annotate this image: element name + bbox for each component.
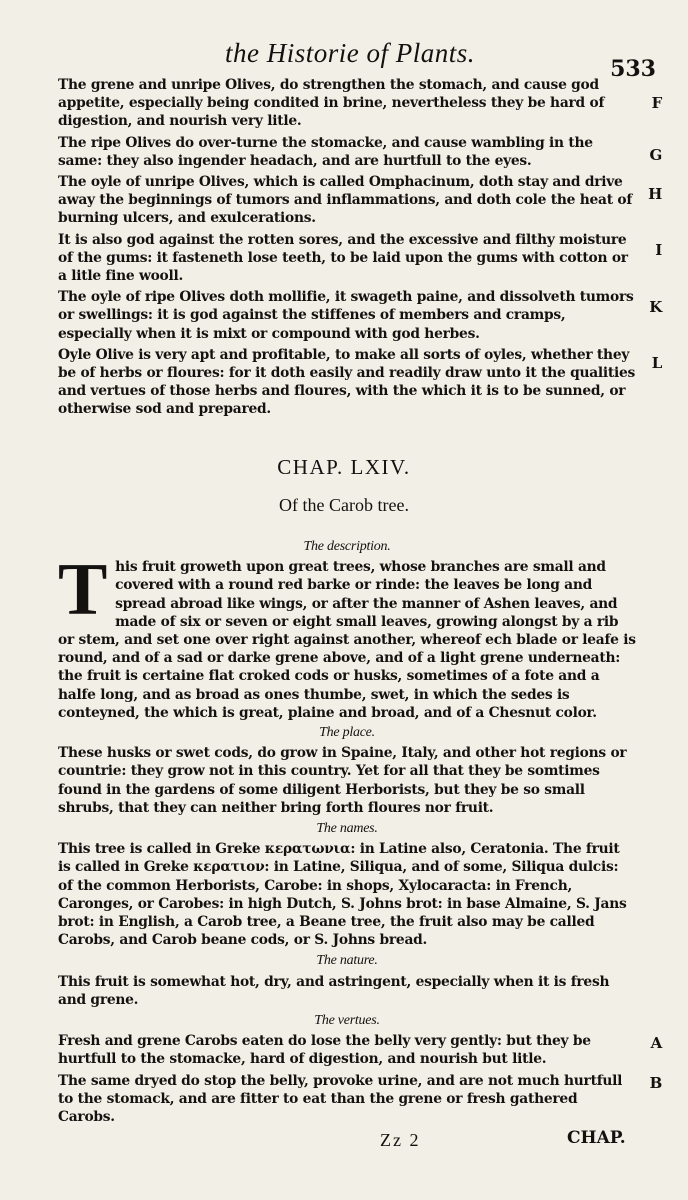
vertues-paragraph-b	[58, 1072, 662, 1127]
margin-letter: L	[651, 353, 662, 372]
paragraph-text: The grene and unripe Olives, do strengthen the stomach, and cause god appetite, especially being condited in brine, nevertheless they be hard of digestion, and nourish very litle.	[58, 77, 605, 130]
margin-letter: I	[655, 240, 662, 259]
margin-letter: H	[648, 185, 662, 204]
paragraph-rotten-sores	[58, 231, 662, 286]
margin-letter: K	[649, 298, 662, 317]
paragraph-text: It is also god against the rotten sores, and the excessive and filthy moisture of the gums: it fasteneth lose teeth, to be laid upon the gums with cotton or a litle fine wooll.	[58, 231, 628, 285]
nature-paragraph: This fruit is somewhat hot, dry, and astringent, especially when it is fresh and grene.	[58, 973, 610, 1008]
section-title-nature: The nature.	[316, 953, 378, 969]
section-title-names: The names.	[316, 821, 378, 837]
paragraph-omphacinum	[58, 173, 662, 228]
paragraph-green-olives	[58, 76, 662, 131]
paragraph-text: Oyle Olive is very apt and profitable, to make all sorts of oyles, whether they be of herbs or floures: for it doth easily and readily draw unto it the qualities and vertues of those herbs and floures, with the which it is to be sunned, or otherwise sod and prepared.	[58, 346, 636, 418]
upper-text-block	[58, 76, 662, 422]
paragraph-text: The oyle of ripe Olives doth mollifie, it swageth paine, and dissolveth tumors or swellings: it is god against the stiffenes of members and cramps, especially when it is mixt or compound with god herbes.	[58, 289, 634, 342]
signature-mark: Zz 2	[380, 1130, 421, 1150]
vertues-paragraph-a	[58, 1032, 662, 1068]
chapter-subtitle: Of the Carob tree.	[279, 495, 409, 515]
page-number: 533	[610, 56, 656, 82]
paragraph-text: The same dryed do stop the belly, provoke urine, and are not much hurtfull to the stomack, and are fitter to eat than the grene or fresh gathered Carobs.	[58, 1072, 623, 1126]
paragraph-text: Fresh and grene Carobs eaten do lose the belly very gently: but they be hurtfull to the stomacke, hard of digestion, and nourish but litle.	[58, 1033, 591, 1068]
margin-letter: G	[649, 145, 662, 164]
margin-letter: B	[649, 1073, 662, 1092]
paragraph-text: The ripe Olives do over-turne the stomacke, and cause wambling in the same: they also ingender headach, and are hurtfull to the eyes.	[58, 134, 593, 169]
names-paragraph: This tree is called in Greke κερατωνια: in Latine also, Ceratonia. The fruit is called in Greke κερατιον: in Latine, Siliqua, and of some, Siliqua dulcis: of the common Herborists, Carobe: in shops, Xylocaracta: in French, Caronges, or Carobes: in high Dutch, S. Johns brot: in base Almaine, S. Jans brot: in English, a Carob tree, a Beane tree, the fruit also may be called Carobs, and Carob beane cods, or S. Johns bread.	[58, 841, 627, 949]
description-paragraph	[58, 549, 636, 722]
paragraph-ripe-oyle	[58, 288, 662, 343]
paragraph-ripe-olives	[58, 134, 662, 170]
section-title-vertues: The vertues.	[314, 1013, 380, 1029]
paragraph-oyle-olive	[58, 346, 662, 419]
carob-text-block	[58, 536, 662, 1129]
catchword: CHAP.	[567, 1128, 626, 1148]
place-paragraph: These husks or swet cods, do grow in Spaine, Italy, and other hot regions or countrie: they grow not in this country. Yet for all that they be somtimes found in the gardens of some diligent Herborists, but they be so small shrubs, that they can neither bring forth floures nor fruit.	[58, 745, 627, 816]
description-text: his fruit groweth upon great trees, whose branches are small and covered with a round red barke or rinde: the leaves be long and spread abroad like wings, or after the manner of Ashen leaves, and made of six or seven or eight small leaves, growing alongst by a rib or stem, and set one over right against another, whereof ech blade or leafe is round, and of a sad or darke grene above, and of a light grene underneath: the fruit is certaine flat croked cods or husks, sometimes of a fote and a halfe long, and as broad as ones thumbe, swet, in which the sedes is conteyned, the which is great, plaine and broad, and of a Chesnut color.	[58, 559, 636, 721]
section-title-description: The description.	[303, 539, 391, 554]
chapter-heading: CHAP. LXIV.	[277, 455, 411, 479]
drop-cap: T	[58, 549, 108, 632]
running-title: the Historie of Plants.	[225, 38, 475, 68]
margin-letter: A	[650, 1034, 662, 1053]
margin-letter: F	[651, 94, 662, 112]
section-title-place: The place.	[319, 725, 375, 741]
paragraph-text: The oyle of unripe Olives, which is called Omphacinum, doth stay and drive away the beginnings of tumors and inflammations, and doth cole the heat of burning ulcers, and exulcerations.	[58, 174, 633, 227]
